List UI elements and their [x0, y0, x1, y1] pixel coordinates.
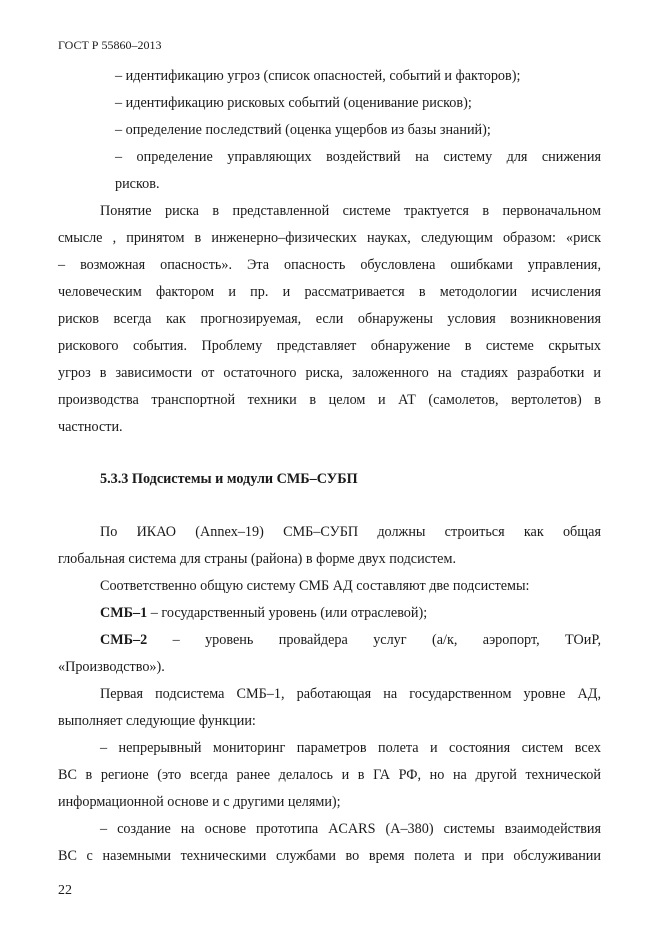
document-body [58, 63, 601, 441]
paragraph-line: производства транспортной техники в целом и АТ (самолетов, вертолетов) в [58, 392, 601, 408]
paragraph-line: угроз в зависимости от остаточного риска, заложенного на стадиях разработки и [58, 365, 601, 381]
smb1-term: СМБ–1 [100, 605, 148, 621]
paragraph-line: – создание на основе прототипа ACARS (А–380) системы взаимодействия [100, 821, 601, 837]
paragraph-line: частности. [58, 419, 123, 435]
list-item: – определение управляющих воздействий на систему для снижения [115, 149, 601, 165]
paragraph-line: По ИКАО (Annex–19) СМБ–СУБП должны строиться как общая [100, 524, 601, 540]
page-number: 22 [58, 883, 72, 898]
list-item: – идентификацию рисковых событий (оценивание рисков); [115, 95, 472, 111]
paragraph-line: ВС в регионе (это всегда ранее делалось и в ГА РФ, но на другой технической [58, 767, 601, 783]
list-item-continuation: рисков. [115, 176, 160, 192]
paragraph-line: человеческим фактором и пр. и рассматривается в методологии исчисления [58, 284, 601, 300]
paragraph-line: «Производство»). [58, 659, 165, 675]
smb2-text: – уровень провайдера услуг (а/к, аэропорт, ТОиР, [147, 632, 601, 648]
section-heading: 5.3.3 Подсистемы и модули СМБ–СУБП [100, 471, 358, 487]
paragraph-line: Понятие риска в представленной системе трактуется в первоначальном [100, 203, 601, 219]
section-heading-wrap [58, 466, 601, 493]
smb2-term: СМБ–2 [100, 632, 148, 648]
paragraph-line: смысле , принятом в инженерно–физических науках, следующим образом: «риск [58, 230, 601, 246]
paragraph-line: Соответственно общую систему СМБ АД составляют две подсистемы: [100, 578, 530, 594]
paragraph-line: рискового события. Проблему представляет обнаружение в системе скрытых [58, 338, 601, 354]
document-body-2 [58, 519, 601, 870]
paragraph-line: глобальная система для страны (района) в форме двух подсистем. [58, 551, 457, 567]
paragraph-line: Первая подсистема СМБ–1, работающая на государственном уровне АД, [100, 686, 601, 702]
smb2-line [58, 627, 601, 654]
paragraph-line: – возможная опасность». Эта опасность обусловлена ошибками управления, [58, 257, 601, 273]
list-item: – идентификацию угроз (список опасностей, событий и факторов); [115, 68, 521, 84]
smb1-text: – государственный уровень (или отраслевой); [147, 605, 428, 621]
document-header: ГОСТ Р 55860–2013 [58, 38, 162, 52]
paragraph-line: ВС с наземными техническими службами во время полета и при обслуживании [58, 848, 601, 864]
paragraph-line: информационной основе и с другими целями); [58, 794, 341, 810]
paragraph-line: выполняет следующие функции: [58, 713, 256, 729]
smb1-line [58, 600, 601, 627]
paragraph-line: рисков всегда как прогнозируемая, если обнаружены условия возникновения [58, 311, 601, 327]
paragraph-line: – непрерывный мониторинг параметров полета и состояния систем всех [100, 740, 601, 756]
list-item: – определение последствий (оценка ущербов из базы знаний); [115, 122, 491, 138]
